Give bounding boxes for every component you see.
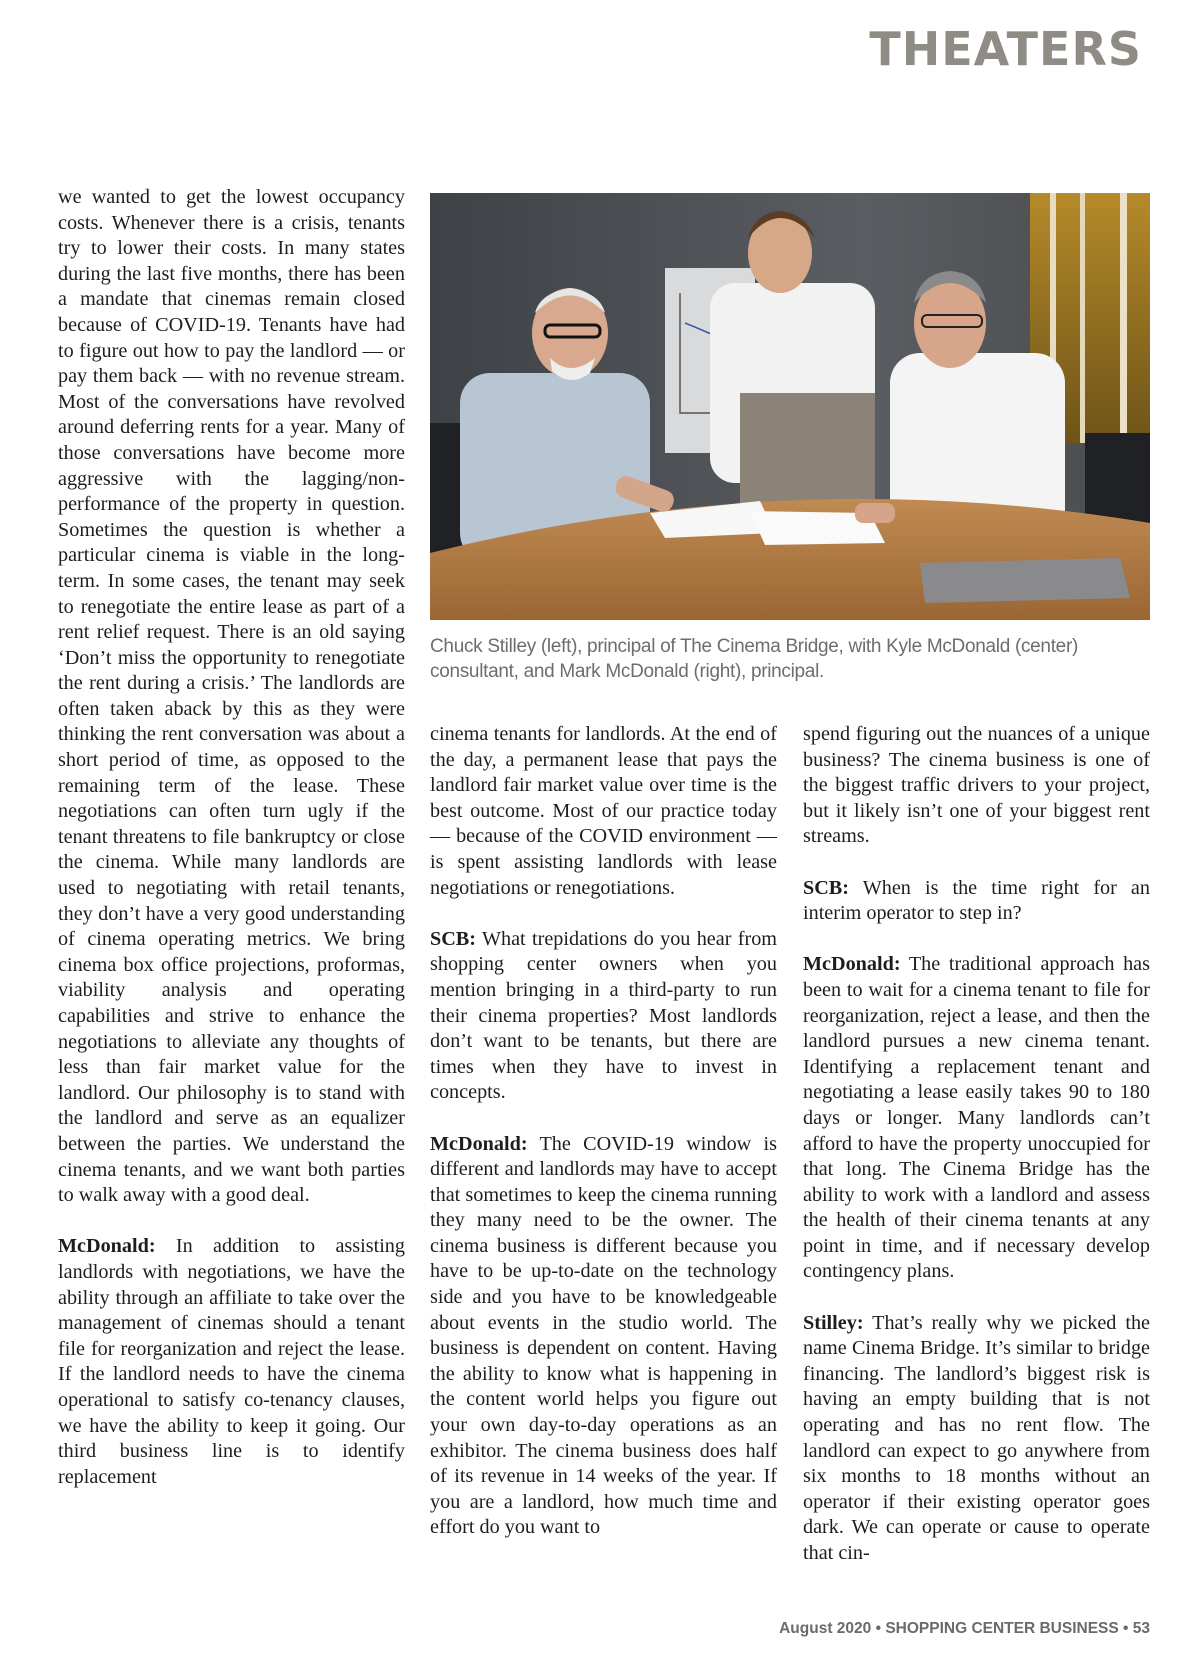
paragraph: spend figuring out the nuances of a unique business? The cinema business is one of the biggest traffic drivers to your project, but it likely isn’t one of your biggest rent streams. bbox=[803, 723, 1150, 848]
section-title: THEATERS bbox=[869, 22, 1142, 76]
paragraph-text: That’s really why we picked the name Cinema Bridge. It’s similar to bridge financing. The landlord’s biggest risk is having an empty building that is not operating and has no rent flow. The landlord can expect to go anywhere from six months to 18 months without an operator if their existing operator goes dark. We can operate or cause to operate that cin- bbox=[803, 1311, 1150, 1564]
paragraph bbox=[803, 876, 1150, 927]
page-footer: August 2020 • SHOPPING CENTER BUSINESS • 53 bbox=[779, 1620, 1150, 1637]
paragraph bbox=[430, 927, 777, 1106]
paragraph-text: In addition to assisting landlords with negotiations, we have the ability through an affiliate to take over the management of cinemas should a tenant file for reorganization and reject the lease. If the landlord needs to have the cinema operational to satisfy co-tenancy clauses, we have the ability to keep it going. Our third business line is to identify replacement bbox=[58, 1235, 405, 1488]
paragraph-text: When is the time right for an interim operator to step in? bbox=[803, 876, 1150, 925]
speaker-label: SCB: bbox=[430, 927, 476, 950]
speaker-label: SCB: bbox=[803, 876, 849, 899]
article-column-1 bbox=[58, 185, 405, 1490]
photo-three-men-at-table bbox=[430, 193, 1150, 620]
paragraph: we wanted to get the lowest occupancy costs. Whenever there is a crisis, tenants try to lower their costs. In many states during the last five months, there has been a mandate that cinemas remain closed because of COVID-19. Tenants have had to figure out how to pay the landlord — or pay them back — with no revenue stream. Most of the conversations have revolved around deferring rents for a year. Many of those conversations have become more aggressive with the lagging/non-performance of the property in question. Sometimes the question is whether a particular cinema is viable in the long-term. In some cases, the tenant may seek to renegotiate the entire lease as part of a rent relief request. There is an old saying ‘Don’t miss the opportunity to renegotiate the rent during a crisis.’ The landlords are often taken aback by this as they were thinking the rent conversation was about a short period of time, as opposed to the remaining term of the lease. These negotiations can often turn ugly if the tenant threatens to file bankruptcy or close the cinema. While many landlords are used to negotiating with retail tenants, they don’t have a very good understanding of cinema operating metrics. We bring cinema box office projections, proformas, viability analysis and operating capabilities and strive to enhance the negotiations to alleviate any thoughts of less than fair market value for the landlord. Our philosophy is to stand with the landlord and serve as an equalizer between the parties. We understand the cinema tenants, and we want both parties to walk away with a good deal. bbox=[58, 186, 405, 1207]
speaker-label: Stilley: bbox=[803, 1311, 864, 1334]
speaker-label: McDonald: bbox=[58, 1235, 156, 1258]
photo-caption: Chuck Stilley (left), principal of The Cinema Bridge, with Kyle McDonald (center) consultant, and Mark McDonald (right), principal. bbox=[430, 636, 1079, 682]
article-column-2 bbox=[430, 722, 777, 1541]
article-column-3 bbox=[803, 722, 1150, 1567]
paragraph bbox=[58, 1234, 405, 1490]
paragraph: cinema tenants for landlords. At the end of the day, a permanent lease that pays the landlord fair market value over time is the best outcome. Most of our practice today — because of the COVID environment — is spent assisting landlords with lease negotiations or renegotiations. bbox=[430, 723, 777, 899]
paragraph bbox=[803, 952, 1150, 1285]
paragraph-text: The traditional approach has been to wait for a cinema tenant to file for reorganization, reject a lease, and then the landlord pursues a new cinema tenant. Identifying a replacement tenant and negotiating a lease easily takes 90 to 180 days or longer. Many landlords can’t afford to have the property unoccupied for that long. The Cinema Bridge has the ability to work with a landlord and assess the health of their cinema tenants at any point in time, and if necessary develop contingency plans. bbox=[803, 953, 1150, 1283]
paragraph bbox=[803, 1311, 1150, 1567]
paragraph-text: The COVID-19 window is different and landlords may have to accept that sometimes to keep the cinema running they many need to be the owner. The cinema business is different because you have to be up-to-date on the technology side and you have to be knowledgeable about events in the studio world. The business is dependent on content. Having the ability to know what is happening in the content world helps you figure out your own day-to-day operations as an exhibitor. The cinema business does half of its revenue in 14 weeks of the year. If you are a landlord, how much time and effort do you want to bbox=[430, 1132, 777, 1539]
article-photo bbox=[430, 193, 1150, 620]
paragraph-text: What trepidations do you hear from shopping center owners when you mention bringing in a third-party to run their cinema properties? Most landlords don’t want to be tenants, but there are times when they have to invest in concepts. bbox=[430, 927, 777, 1104]
paragraph bbox=[430, 1132, 777, 1542]
speaker-label: McDonald: bbox=[430, 1132, 528, 1155]
speaker-label: McDonald: bbox=[803, 953, 901, 976]
